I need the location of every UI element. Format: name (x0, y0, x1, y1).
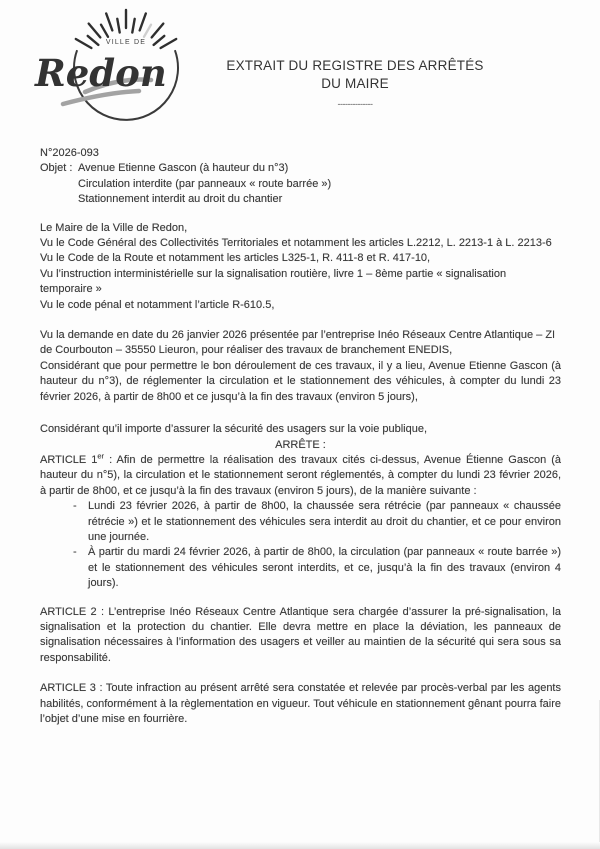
article-3-paragraph: ARTICLE 3 : Toute infraction au présent arrêté sera constatée et relevée par procès-verbal par les agents habilités, conformément à la règlementation en vigueur. Tout véhicule en stationnement gênant pourra faire l’objet d’une mise en fourrière. (40, 682, 561, 725)
article-1-ordinal-sup: er (97, 451, 105, 461)
reference-number: N°2026-093 (40, 147, 99, 159)
objet-line: Avenue Etienne Gascon (à hauteur du n°3) (78, 162, 289, 175)
objet-line: Circulation interdite (par panneaux « route barrée ») (78, 177, 332, 190)
page-bottom-shadow (0, 842, 600, 849)
preamble-block (40, 221, 561, 313)
preamble-paragraph: Vu le code pénal et notamment l’article R-610.5, (40, 298, 275, 311)
vu-demande-paragraph: Vu la demande en date du 26 janvier 2026 présentée par l’entreprise Inéo Réseaux Centre Atlantique – ZI de Courbouton – 35550 Lieuron, pour réaliser des travaux de branchement ENEDIS, (40, 329, 556, 357)
article-1-text: : Afin de permettre la réalisation des travaux cités ci-dessus, Avenue Étienne Gascon (à hauteur du n°5), la circulation et le stationnement seront réglementés, à compter du lundi 23 février 2026, à partir de 8h00, et ce jusqu’à la fin des travaux (environ 5 jours), de la manière suivante : (40, 453, 562, 497)
arrete-heading: ARRÊTE : (275, 438, 326, 451)
considerant-travaux-paragraph: Considérant que pour permettre le bon déroulement de ces travaux, il y a lieu, Avenue Etienne Gascon (à hauteur du n°3), de réglementer la circulation et le stationnement des véhicules, à compter du lundi 23 février 2026, à partir de 8h00 et ce jusqu’à la fin des travaux (environ 5 jours), (40, 359, 561, 403)
title-line-1: EXTRAIT DU REGISTRE DES ARRÊTÉS (226, 58, 484, 73)
objet-label: Objet : (40, 162, 73, 175)
title-line-2: DU MAIRE (321, 75, 389, 91)
bullet-dash: - (73, 500, 77, 513)
bullet-item (73, 545, 561, 591)
article-1-paragraph (40, 453, 561, 499)
preamble-paragraph: Vu le Code Général des Collectivités Territoriales et notamment les articles L.2212, L. 2213-1 à L. 2213-6 (40, 237, 552, 250)
bullet-text: Lundi 23 février 2026, à partir de 8h00, la chaussée sera rétrécie (par panneaux « chaussée rétrécie ») et le stationnement des véhicules sera interdit au droit du chantier, et ce pour environ une journée. (88, 500, 561, 543)
considerant-securite-paragraph: Considérant qu’il importe d’assurer la sécurité des usagers sur la voie publique, (40, 423, 428, 436)
city-logo (33, 4, 195, 126)
title-separator: -------------- (337, 99, 373, 109)
objet-line: Stationnement interdit au droit du chantier (78, 193, 283, 206)
objet-lines (78, 161, 561, 207)
article-1-label: ARTICLE 1 (40, 453, 98, 466)
article-1-bullet-list (73, 499, 561, 591)
bullet-text: À partir du mardi 24 février 2026, à partir de 8h00, la circulation (par panneaux « route barrée ») et le stationnement des véhicules seront interdits, et ce, jusqu’à la fin des travaux (environ 4 jours). (88, 546, 561, 590)
preamble-paragraph: Le Maire de la Ville de Redon, (40, 221, 188, 234)
bullet-item (73, 499, 561, 545)
article-2-paragraph: ARTICLE 2 : L’entreprise Inéo Réseaux Centre Atlantique sera chargée d’assurer la pré-signalisation, la signalisation et la protection du chantier. Elle devra mettre en place la déviation, les panneaux de signalisation nécessaires à l’information des usagers et veiller au maintien de la sécurité qui sera sous sa responsabilité. (40, 605, 561, 664)
preamble-paragraph: Vu le Code de la Route et notamment les articles L325-1, R. 411-8 et R. 417-10, (40, 252, 431, 265)
city-logo-graphic (33, 4, 195, 126)
document-title (210, 57, 500, 114)
bullet-dash: - (73, 546, 77, 559)
objet-block (40, 161, 561, 207)
logo-city-name: Redon (35, 51, 167, 95)
document-body (40, 146, 561, 727)
preamble-paragraph: Vu l’instruction interministérielle sur la signalisation routière, livre 1 – 8ème partie « signalisation temporaire » (40, 267, 507, 296)
logo-city-label: VILLE DE (105, 39, 147, 46)
